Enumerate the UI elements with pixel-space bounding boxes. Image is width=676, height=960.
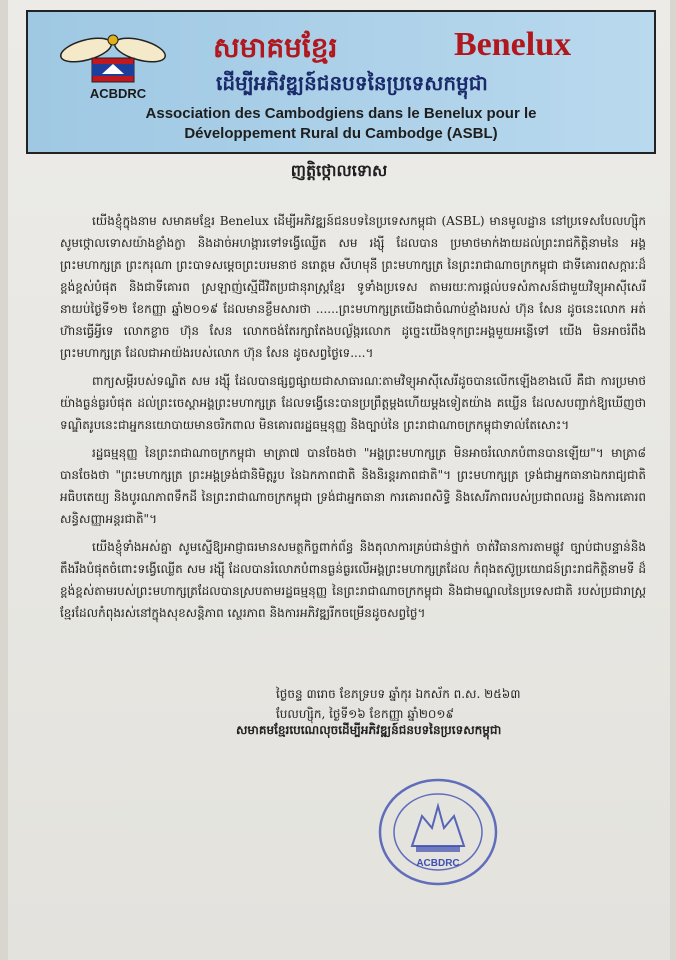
paragraph-4: យើងខ្ញុំទាំងអស់គ្នា សូមស្នើឱ្យអាជ្ញាធរមានសមត្ថកិច្ចពាក់ព័ន្ធ និងតុលាការគ្រប់ជាន់ថ្នាក់ ចាត់វិធានការតាមផ្លូវ ច្បាប់ជាបន្ទាន់និងតឹងរឹងបំផុតចំពោះទង្វើឈ្លើត សម រង្ស៊ី ដែលបានរំលោភបំពានធ្ងន់ធ្ងរលើអង្គព្រះមហាក្សត្រដែល កំពុងតស៊ូប្រយោជន៍ព្រះរាជកិត្តិនាមទី ដ៏ខ្ពង់ខ្ពស់តាមរបស់ព្រះមហាក្សត្រដែលបានស្របតាមរដ្ឋធម្មនុញ្ញ នៃព្រះរាជាណាចក្រកម្ពុជា និងជាមណ្ឌលនៃប្រទេសជាតិ របស់ប្រជារាស្ត្រខ្មែរដែលកំពុងរស់នៅក្នុងសុខសន្តិភាព ស្ថេរភាព និងការអភិវឌ្ឍរីកចម្រើនដូចសព្វថ្ងៃ។ — [60, 540, 646, 620]
association-full-name — [38, 104, 644, 144]
association-name-line-2: Développement Rural du Cambodge (ASBL) — [184, 125, 498, 142]
paragraph-3: រដ្ឋធម្មនុញ្ញ នៃព្រះរាជាណាចក្រកម្ពុជា មាត្រា៧ បានចែងថា "អង្គព្រះមហាក្សត្រ មិនអាចរំលោភបំពានបានឡើយ"។ មាត្រា៨ បានចែងថា "ព្រះមហាក្សត្រ ព្រះអង្គទ្រង់ជានិមិត្តរូប នៃឯកភាពជាតិ និងនិរន្តរភាពជាតិ"។ ព្រះមហាក្សត្រ ទ្រង់ជាអ្នកធានាឯករាជ្យជាតិ អធិបតេយ្យ និងបូរណភាពទឹកដី នៃព្រះរាជាណាចក្រកម្ពុជា ទ្រង់ជាអ្នកធានា ការគោរពសិទ្ធិ និងសេរីភាពរបស់ប្រជាពលរដ្ឋ និងការគោរពសន្ធិសញ្ញាអន្តរជាតិ"។ — [60, 446, 646, 526]
logo-text: ACBDRC — [89, 86, 147, 101]
association-name-line-1: Association des Cambodgiens dans le Benelux pour le — [145, 105, 537, 122]
document-title: ញត្តិថ្កោលទោស — [290, 161, 388, 180]
stamp-label: ACBDRC — [416, 858, 460, 869]
paragraph-1: យើងខ្ញុំក្នុងនាម សមាគមខ្មែរ Benelux ដើម្បីអភិវឌ្ឍន៍ជនបទនៃប្រទេសកម្ពុជា (ASBL) មានមូលដ្ឋាន នៅប្រទេសបែលហ្ស៊ិក សូមថ្កោលទោសយ៉ាងខ្លាំងក្លា និងដាច់អហង្ការទៅទង្វើឈ្លើត សម រង្ស៊ី ដែលបាន ប្រមាថមាក់ងាយដល់ព្រះរាជកិត្តិនាមនៃ អង្គព្រះមហាក្សត្រ ព្រះករុណា ព្រះបាទសម្តេចព្រះបរមនាថ នរោត្តម សីហមុនី ព្រះមហាក្សត្រ នៃព្រះរាជាណាចក្រកម្ពុជា ជាទីគោរពសក្ការៈដ៏ខ្ពង់ខ្ពស់បំផុត និងជាទីគោរព ស្រឡាញ់ស្មើជីវិតប្រជានុរាស្ត្រខ្មែរ ទូទាំងប្រទេស តាមរយៈការផ្ដល់បទសំភាសន៍ជាមួយវិទ្យុអាស៊ីសេរី នាយប់ថ្ងៃទី១២ ខែកញ្ញា ឆ្នាំ២០១៩ ដែលមានខ្លឹមសារថា ......ព្រះមហាក្សត្រយើងជាចំណាប់ខ្មាំងរបស់ ហ៊ុន សែន ដូចនេះលោក អត់ហ៊ានធ្វើអ្វីទេ លោកខ្លាច ហ៊ុន សែន លោកចង់តែរក្សាតែងបល្ល័ង្ករលោក ដូច្នេះយើងទុកព្រះអង្គមួយអន្លើទៅ យើង មិនអាចរំពឹងព្រះមហាក្សត្រ ដែលជាអាយ៉ងរបស់លោក ហ៊ុន សែន ដូចសព្វថ្ងៃទេ....។ — [60, 214, 646, 360]
association-stamp — [376, 776, 500, 888]
document-body — [60, 210, 646, 630]
association-title-khmer: សមាគមខ្មែរ — [213, 33, 338, 64]
association-subtitle-khmer: ដើម្បីអភិវឌ្ឍន៍ជនបទនៃប្រទេសកម្ពុជា — [216, 73, 488, 95]
place-and-date: បែលហ្ស៊ិក, ថ្ងៃទី១៦ ខែកញ្ញា ឆ្នាំ២០១៩ — [276, 707, 454, 721]
letter-page — [8, 0, 670, 960]
signatory-organization: សមាគមខ្មែរបេណេលុចដើម្បីអភិវឌ្ឍន៍ជនបទនៃប្រទេសកម្ពុជា — [236, 723, 502, 737]
date-block — [276, 684, 656, 724]
letterhead — [26, 10, 656, 154]
paragraph-2: ពាក្យសម្តីរបស់ទណ្ឌិត សម រង្ស៊ី ដែលបានផ្សព្វផ្សាយជាសាធារណៈតាមវិទ្យុអាស៊ីសេរីដូចបានលើកឡើងខាងលើ គឺជា ការប្រមាថយ៉ាងធ្ងន់ធ្ងរបំផុត ដល់ព្រះចេស្ដាអង្គព្រះមហាក្សត្រ ដែលទង្វើនេះបានប្រព្រឹត្តម្តងហើយម្តងទៀតយ៉ាង គឃ្លើន ដែលសបញ្ជាក់ឱ្យឃើញថា ទណ្ឌិតរូបនេះជាអ្នកនយោបាយមានចរិកពាល មិនគោរពរដ្ឋធម្មនុញ្ញ និងច្បាប់នៃ ព្រះរាជាណាចក្រកម្ពុជាទាល់តែសោះ។ — [60, 374, 646, 432]
association-title-benelux: Benelux — [454, 26, 572, 63]
lunar-date: ថ្ងៃចន្ទ ៣រោច ខែភទ្របទ ឆ្នាំកុរ ឯកស័ក ព.ស. ២៥៦៣ — [276, 687, 521, 701]
